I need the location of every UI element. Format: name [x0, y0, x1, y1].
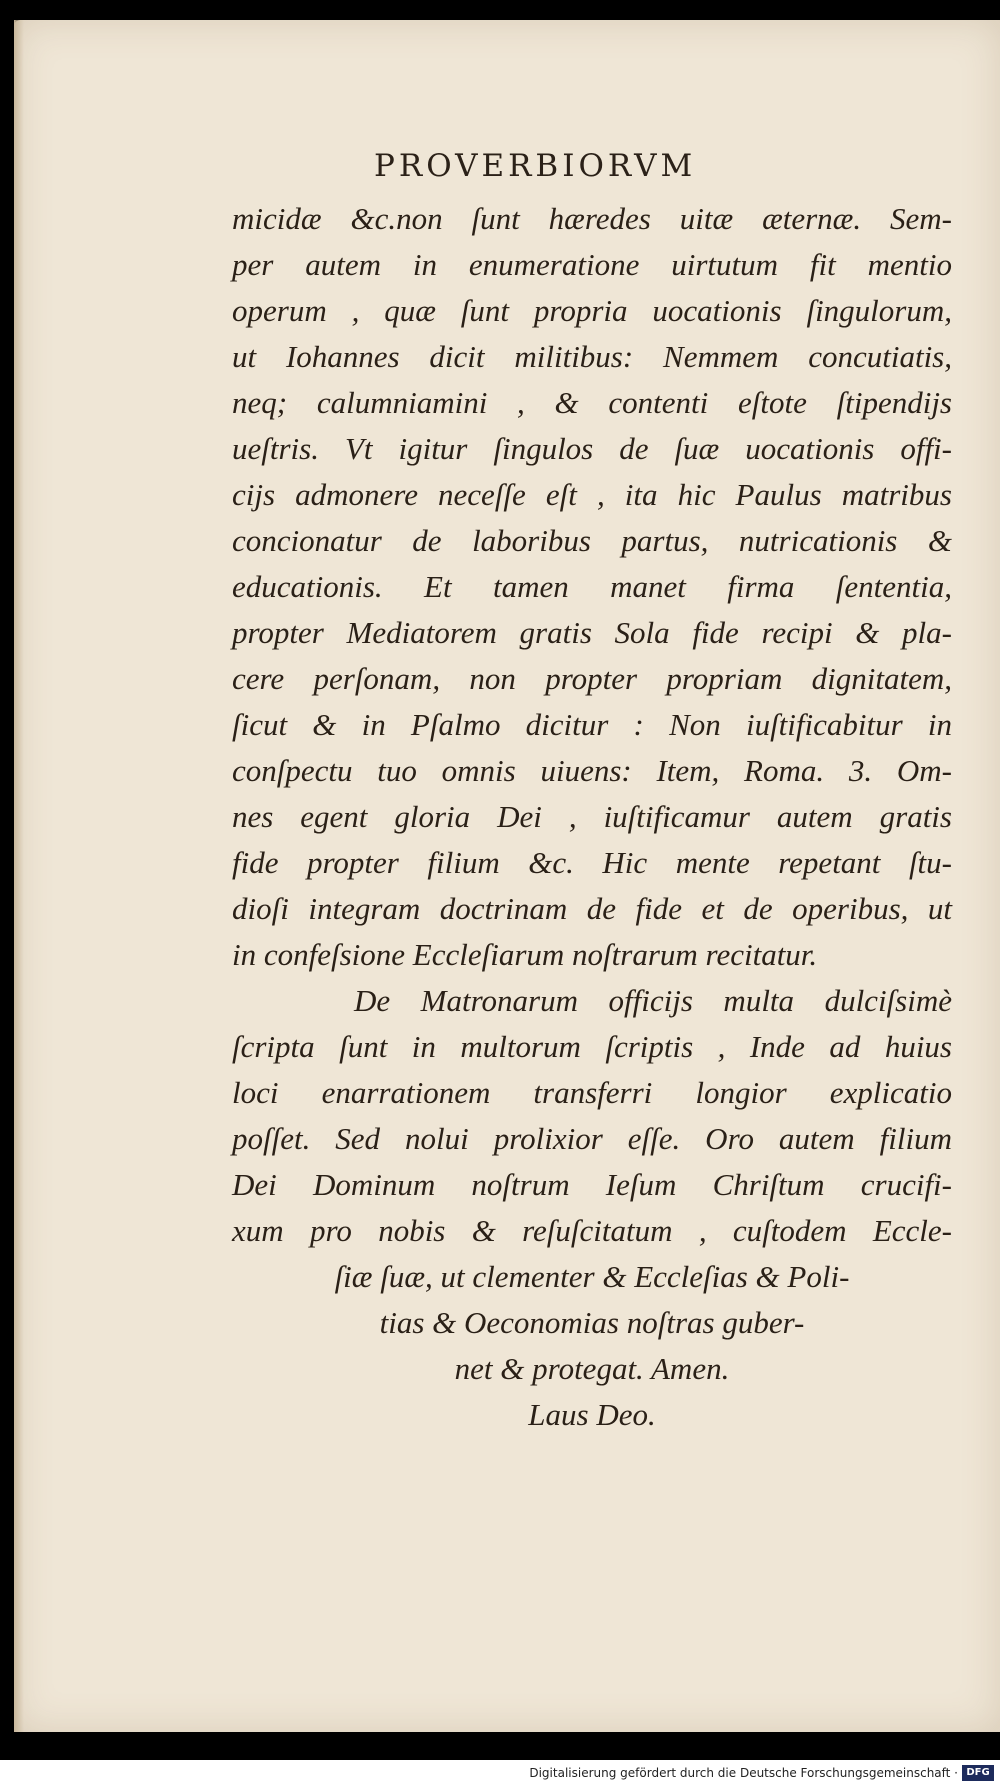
text-line: ſcripta ſunt in multorum ſcriptis , Inde ad huius	[232, 1029, 952, 1064]
text-line: neq; calumniamini , & contenti eſtote ſtipendijs	[232, 385, 952, 420]
text-line: fide propter filium &c. Hic mente repetant ſtu-	[232, 845, 952, 880]
text-line: net & protegat. Amen.	[454, 1351, 730, 1386]
text-line: ſicut & in Pſalmo dicitur : Non iuſtificabitur in	[232, 707, 952, 742]
text-line: micidæ &c.non ſunt hæredes uitæ æternæ. Sem-	[232, 201, 952, 236]
closing-line: Laus Deo.	[528, 1397, 656, 1432]
text-line: cere perſonam, non propter propriam dignitatem,	[232, 661, 952, 696]
text-line: nes egent gloria Dei , iuſtificamur autem gratis	[232, 799, 952, 834]
digitization-credit: Digitalisierung gefördert durch die Deutsche Forschungsgemeinschaft ·	[529, 1766, 958, 1780]
dfg-logo: DFG	[962, 1765, 994, 1781]
text-line: educationis. Et tamen manet firma ſententia,	[232, 569, 952, 604]
text-line: ut Iohannes dicit militibus: Nemmem concutiatis,	[232, 339, 952, 374]
page-edge	[14, 20, 24, 1732]
text-line: De Matronarum officijs multa dulciſsimè	[354, 983, 952, 1018]
text-line: tias & Oeconomias noſtras guber-	[379, 1305, 805, 1340]
body-text	[232, 196, 952, 1438]
text-line: xum pro nobis & reſuſcitatum , cuſtodem Eccle-	[232, 1213, 952, 1248]
text-line: in confeſsione Eccleſiarum noſtrarum recitatur.	[232, 937, 818, 972]
text-line: ſiæ ſuæ, ut clementer & Eccleſias & Poli-	[334, 1259, 850, 1294]
text-line: per autem in enumeratione uirtutum fit mentio	[232, 247, 952, 282]
text-line: poſſet. Sed nolui prolixior eſſe. Oro autem filium	[232, 1121, 952, 1156]
text-line: loci enarrationem transferri longior explicatio	[232, 1075, 952, 1110]
text-line: ueſtris. Vt igitur ſingulos de ſuæ uocationis offi-	[232, 431, 952, 466]
text-line: conſpectu tuo omnis uiuens: Item, Roma. 3. Om-	[232, 753, 952, 788]
text-line: concionatur de laboribus partus, nutricationis &	[232, 523, 952, 558]
text-line: operum , quæ ſunt propria uocationis ſingulorum,	[232, 293, 952, 328]
text-line: dioſi integram doctrinam de fide et de operibus, ut	[232, 891, 952, 926]
running-head: PROVERBIORVM	[374, 148, 697, 184]
text-line: propter Mediatorem gratis Sola fide recipi & pla-	[232, 615, 952, 650]
text-line: cijs admonere neceſſe eſt , ita hic Paulus matribus	[232, 477, 952, 512]
text-line: Dei Dominum noſtrum Ieſum Chriſtum crucifi-	[232, 1167, 952, 1202]
